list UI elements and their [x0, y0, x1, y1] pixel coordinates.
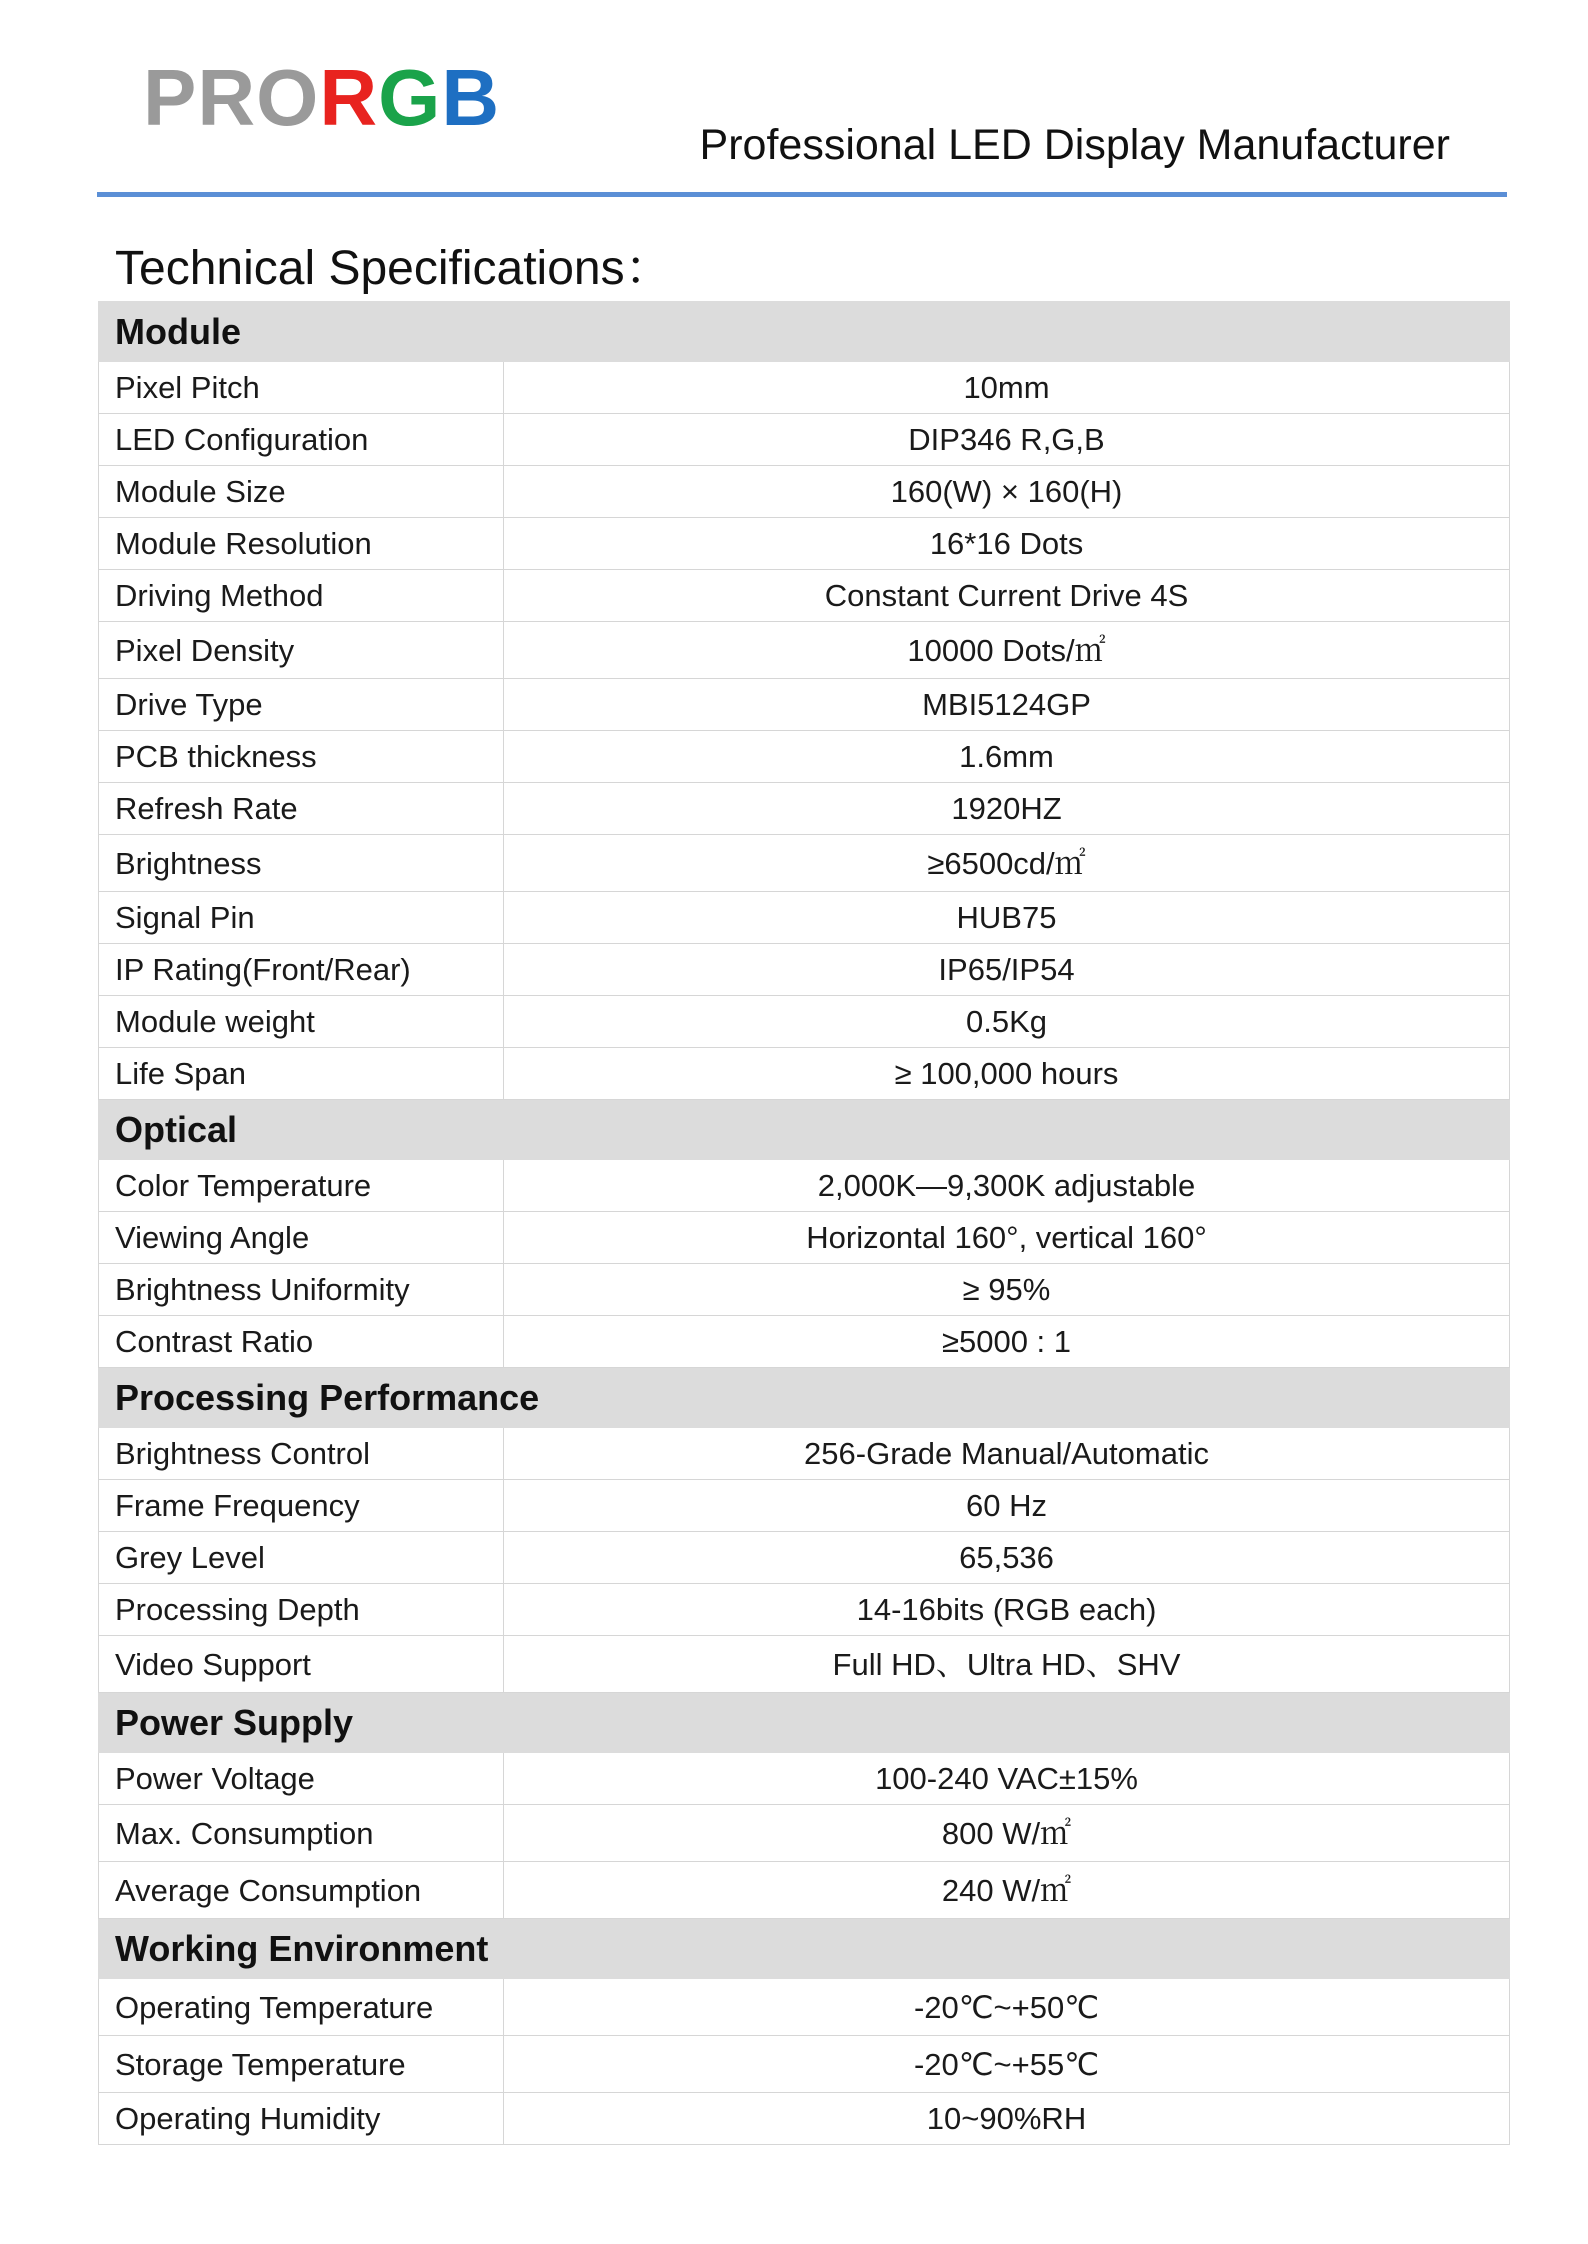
spec-value: 16*16 Dots: [504, 518, 1510, 570]
spec-label: Power Voltage: [99, 1753, 504, 1805]
spec-label: Brightness Uniformity: [99, 1264, 504, 1316]
spec-row: [99, 1862, 1510, 1919]
spec-label: Grey Level: [99, 1532, 504, 1584]
section-title: Module: [99, 302, 1510, 362]
spec-value: Full HD、Ultra HD、SHV: [504, 1636, 1510, 1693]
spec-value: ≥ 95%: [504, 1264, 1510, 1316]
spec-value: 14-16bits (RGB each): [504, 1584, 1510, 1636]
spec-label: Drive Type: [99, 679, 504, 731]
spec-value: 60 Hz: [504, 1480, 1510, 1532]
spec-row: [99, 1428, 1510, 1480]
spec-label: Module Resolution: [99, 518, 504, 570]
spec-label: Brightness: [99, 835, 504, 892]
spec-label: Refresh Rate: [99, 783, 504, 835]
spec-value: MBI5124GP: [504, 679, 1510, 731]
spec-label: Storage Temperature: [99, 2036, 504, 2093]
spec-value: 1920HZ: [504, 783, 1510, 835]
spec-table: [98, 301, 1510, 2145]
spec-row: [99, 414, 1510, 466]
header-tagline: Professional LED Display Manufacturer: [699, 121, 1450, 169]
header-divider: [97, 192, 1507, 197]
spec-row: [99, 1048, 1510, 1100]
spec-value: HUB75: [504, 892, 1510, 944]
spec-value: 0.5Kg: [504, 996, 1510, 1048]
section-header-row: [99, 1693, 1510, 1753]
spec-row: [99, 1160, 1510, 1212]
spec-row: [99, 1636, 1510, 1693]
spec-label: Contrast Ratio: [99, 1316, 504, 1368]
spec-value: ≥6500cd/㎡: [504, 835, 1510, 892]
section-header-row: [99, 1919, 1510, 1979]
spec-value: 65,536: [504, 1532, 1510, 1584]
spec-row: [99, 622, 1510, 679]
spec-value: 1.6mm: [504, 731, 1510, 783]
spec-label: Average Consumption: [99, 1862, 504, 1919]
spec-value: 10mm: [504, 362, 1510, 414]
spec-row: [99, 1264, 1510, 1316]
spec-value: Horizontal 160°, vertical 160°: [504, 1212, 1510, 1264]
spec-value: 100-240 VAC±15%: [504, 1753, 1510, 1805]
spec-value: 256-Grade Manual/Automatic: [504, 1428, 1510, 1480]
brand-logo: [143, 53, 501, 142]
section-title: Power Supply: [99, 1693, 1510, 1753]
spec-row: [99, 1316, 1510, 1368]
spec-label: Module Size: [99, 466, 504, 518]
spec-row: [99, 731, 1510, 783]
spec-value: Constant Current Drive 4S: [504, 570, 1510, 622]
logo-part-r: R: [319, 53, 379, 142]
spec-row: [99, 892, 1510, 944]
spec-value: ≥5000 : 1: [504, 1316, 1510, 1368]
spec-table-body: [99, 302, 1510, 2145]
spec-value: DIP346 R,G,B: [504, 414, 1510, 466]
spec-label: Viewing Angle: [99, 1212, 504, 1264]
spec-row: [99, 1805, 1510, 1862]
spec-row: [99, 570, 1510, 622]
spec-row: [99, 1979, 1510, 2036]
section-title: Working Environment: [99, 1919, 1510, 1979]
spec-value: -20℃~+50℃: [504, 1979, 1510, 2036]
logo-part-b: B: [441, 53, 501, 142]
spec-value: ≥ 100,000 hours: [504, 1048, 1510, 1100]
spec-label: Frame Frequency: [99, 1480, 504, 1532]
spec-row: [99, 679, 1510, 731]
spec-label: Processing Depth: [99, 1584, 504, 1636]
section-header-row: [99, 1100, 1510, 1160]
spec-label: Pixel Pitch: [99, 362, 504, 414]
spec-label: Module weight: [99, 996, 504, 1048]
spec-label: Video Support: [99, 1636, 504, 1693]
spec-value: 160(W) × 160(H): [504, 466, 1510, 518]
spec-row: [99, 1584, 1510, 1636]
spec-row: [99, 944, 1510, 996]
spec-value: 800 W/㎡: [504, 1805, 1510, 1862]
logo-part-pro: PRO: [143, 53, 320, 142]
spec-value: 10~90%RH: [504, 2093, 1510, 2145]
spec-row: [99, 2093, 1510, 2145]
spec-value: 240 W/㎡: [504, 1862, 1510, 1919]
spec-label: Operating Temperature: [99, 1979, 504, 2036]
spec-row: [99, 1532, 1510, 1584]
spec-row: [99, 783, 1510, 835]
spec-row: [99, 1753, 1510, 1805]
section-header-row: [99, 1368, 1510, 1428]
spec-row: [99, 835, 1510, 892]
spec-label: Max. Consumption: [99, 1805, 504, 1862]
spec-label: PCB thickness: [99, 731, 504, 783]
spec-row: [99, 2036, 1510, 2093]
spec-label: Brightness Control: [99, 1428, 504, 1480]
spec-row: [99, 1480, 1510, 1532]
spec-row: [99, 1212, 1510, 1264]
spec-label: Life Span: [99, 1048, 504, 1100]
section-title: Optical: [99, 1100, 1510, 1160]
spec-row: [99, 362, 1510, 414]
spec-value: 10000 Dots/㎡: [504, 622, 1510, 679]
spec-label: IP Rating(Front/Rear): [99, 944, 504, 996]
spec-row: [99, 518, 1510, 570]
spec-label: LED Configuration: [99, 414, 504, 466]
spec-label: Signal Pin: [99, 892, 504, 944]
spec-label: Driving Method: [99, 570, 504, 622]
spec-value: IP65/IP54: [504, 944, 1510, 996]
section-title: Processing Performance: [99, 1368, 1510, 1428]
spec-row: [99, 996, 1510, 1048]
spec-label: Color Temperature: [99, 1160, 504, 1212]
page-title: Technical Specifications：: [115, 242, 673, 295]
spec-value: -20℃~+55℃: [504, 2036, 1510, 2093]
spec-label: Operating Humidity: [99, 2093, 504, 2145]
spec-label: Pixel Density: [99, 622, 504, 679]
logo-part-g: G: [378, 53, 442, 142]
spec-row: [99, 466, 1510, 518]
spec-value: 2,000K—9,300K adjustable: [504, 1160, 1510, 1212]
section-header-row: [99, 302, 1510, 362]
